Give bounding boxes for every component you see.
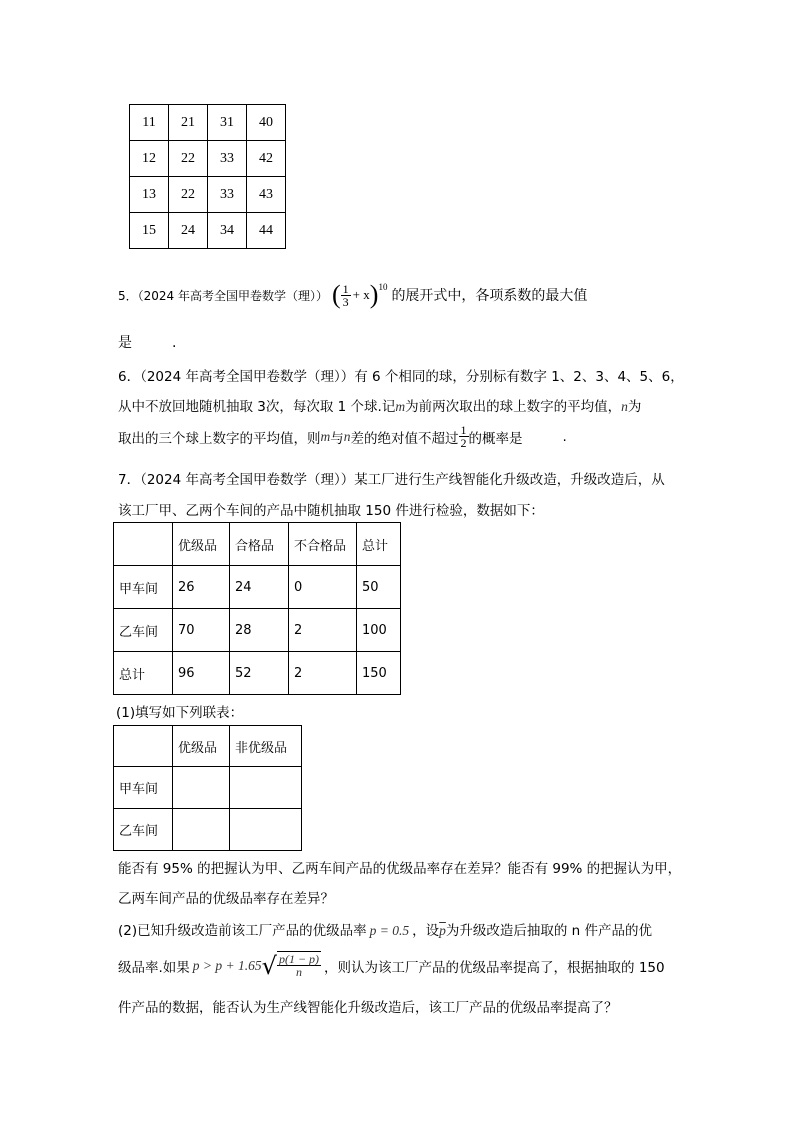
table-cell: 150	[357, 652, 401, 695]
table-header-row	[114, 726, 302, 767]
q6-line3-end: .	[562, 428, 567, 445]
q6-line3	[118, 424, 567, 449]
table-cell: 96	[173, 652, 230, 695]
grid-cell: 22	[169, 177, 208, 213]
q7-part2-line3: 件产品的数据，能否认为生产线智能化升级改造后，该工厂产品的优级品率提高了？	[118, 1000, 618, 1016]
table-header-cell: 优级品	[173, 523, 230, 566]
q5-prefix: 5．（2024 年高考全国甲卷数学（理））	[118, 288, 328, 303]
q5-line1	[118, 282, 587, 308]
q5-suffix: 的展开式中，各项系数的最大值	[391, 288, 588, 304]
table-header-cell: 优级品	[173, 726, 230, 767]
table-header-cell: 合格品	[230, 523, 289, 566]
grid-row	[130, 141, 286, 177]
q5-frac-den: 3	[342, 294, 349, 309]
grid-cell: 15	[130, 213, 169, 249]
table-header-cell: 非优级品	[230, 726, 302, 767]
q6-text: 与	[330, 430, 344, 447]
table-header-row	[114, 523, 401, 566]
q6-text: 取出的三个球上数字的平均值，则	[118, 430, 321, 447]
q5-plus-x: + x	[352, 287, 370, 302]
grid-cell: 43	[247, 177, 286, 213]
grid-cell: 33	[208, 177, 247, 213]
number-grid	[129, 104, 286, 249]
grid-cell: 42	[247, 141, 286, 177]
q7-part2-line1	[118, 919, 652, 939]
q7-contingency-table	[113, 725, 302, 851]
table-cell: 28	[230, 609, 289, 652]
table-cell: 50	[357, 566, 401, 609]
q7-part2-line2	[118, 950, 665, 982]
table-cell: 100	[357, 609, 401, 652]
table-cell: 总计	[114, 652, 173, 695]
q6-half-num: 1	[460, 423, 467, 437]
grid-row	[130, 213, 286, 249]
grid-cell: 12	[130, 141, 169, 177]
q5-exponent: 10	[378, 282, 388, 292]
q7-pbar: $\overline{p}$	[439, 923, 446, 938]
q7-text: ，设	[412, 923, 440, 939]
q7-data-table	[113, 522, 401, 695]
grid-cell: 31	[208, 105, 247, 141]
q6-var-m: m	[320, 428, 331, 444]
q6-half-fraction	[459, 424, 469, 449]
table-header-cell	[114, 726, 173, 767]
table-cell: 70	[173, 609, 230, 652]
table-cell: 乙车间	[114, 609, 173, 652]
table-cell: 2	[289, 609, 357, 652]
table-cell: 0	[289, 566, 357, 609]
grid-cell: 24	[169, 213, 208, 249]
table-input-cell[interactable]	[173, 809, 230, 851]
table-cell: 52	[230, 652, 289, 695]
grid-cell: 21	[169, 105, 208, 141]
q5-line2-text: 是	[118, 335, 132, 351]
grid-cell: 40	[247, 105, 286, 141]
grid-cell: 34	[208, 213, 247, 249]
q7-sqrt-den: n	[296, 965, 302, 979]
q6-half-den: 2	[460, 436, 467, 450]
q7-text: (2)已知升级改造前该工厂产品的优级品率	[118, 923, 367, 939]
q7-text: 级品率.如果	[118, 960, 190, 976]
table-cell: 2	[289, 652, 357, 695]
grid-cell: 44	[247, 213, 286, 249]
q6-text: 为	[627, 399, 642, 415]
table-header-cell: 总计	[357, 523, 401, 566]
grid-cell: 11	[130, 105, 169, 141]
table-header-cell: 不合格品	[289, 523, 357, 566]
q6-text: 为前两次取出的球上数字的平均值，	[405, 399, 622, 415]
table-cell: 乙车间	[114, 809, 173, 851]
q5-line2	[118, 332, 176, 352]
table-row	[114, 767, 302, 809]
q7-text: 为升级改造后抽取的 n 件产品的优	[445, 923, 653, 939]
table-row	[114, 566, 401, 609]
table-row	[114, 609, 401, 652]
q7-sqrt: √ $\frac{p(1 - p)}{n}$	[261, 952, 320, 980]
q7-para1-line2: 乙两车间产品的优级品率存在差异？	[118, 891, 334, 907]
q5-expression: ( $\frac{1}{3}$ + x ) $^{10}$	[332, 280, 388, 309]
q6-var-n: n	[621, 399, 628, 414]
table-cell: 甲车间	[114, 566, 173, 609]
grid-cell: 13	[130, 177, 169, 213]
table-cell: 26	[173, 566, 230, 609]
q7-line2: 该工厂甲、乙两个车间的产品中随机抽取 150 件进行检验，数据如下：	[118, 503, 544, 519]
table-cell: 24	[230, 566, 289, 609]
table-input-cell[interactable]	[173, 767, 230, 809]
q6-text: 差的绝对值不超过	[350, 430, 459, 447]
table-row	[114, 652, 401, 695]
grid-cell: 22	[169, 141, 208, 177]
table-input-cell[interactable]	[230, 767, 302, 809]
q6-var-m: m	[395, 399, 406, 414]
grid-row	[130, 105, 286, 141]
q6-text: 的概率是	[468, 430, 523, 447]
q7-part1: (1)填写如下列联表：	[116, 705, 244, 721]
q7-sqrt-num: p(1 − p)	[278, 952, 320, 966]
table-input-cell[interactable]	[230, 809, 302, 851]
grid-row	[130, 177, 286, 213]
grid-cell: 33	[208, 141, 247, 177]
q7-line1: 7．（2024 年高考全国甲卷数学（理））某工厂进行生产线智能化升级改造，升级改造后，从	[118, 472, 665, 488]
q7-p-equation: p = 0.5	[369, 923, 410, 938]
q6-var-n: n	[343, 428, 351, 444]
q7-inequality: p > p + 1.65	[192, 958, 262, 973]
table-cell: 甲车间	[114, 767, 173, 809]
q5-line2-end: .	[172, 335, 177, 351]
q7-para1-line1: 能否有 95% 的把握认为甲、乙两车间产品的优级品率存在差异？能否有 99% 的把握认为甲，	[118, 861, 682, 877]
q5-frac-num: 1	[342, 281, 349, 296]
q6-text: 从中不放回地随机抽取 3次，每次取 1 个球.记	[118, 399, 396, 415]
table-header-cell	[114, 523, 173, 566]
q7-text: ，则认为该工厂产品的优级品率提高了，根据抽取的 150	[324, 960, 665, 976]
table-row	[114, 809, 302, 851]
q6-line1: 6．（2024 年高考全国甲卷数学（理））有 6 个相同的球，分别标有数字 1、2、3、4、5、6，	[118, 369, 684, 385]
q6-line2	[118, 395, 641, 415]
